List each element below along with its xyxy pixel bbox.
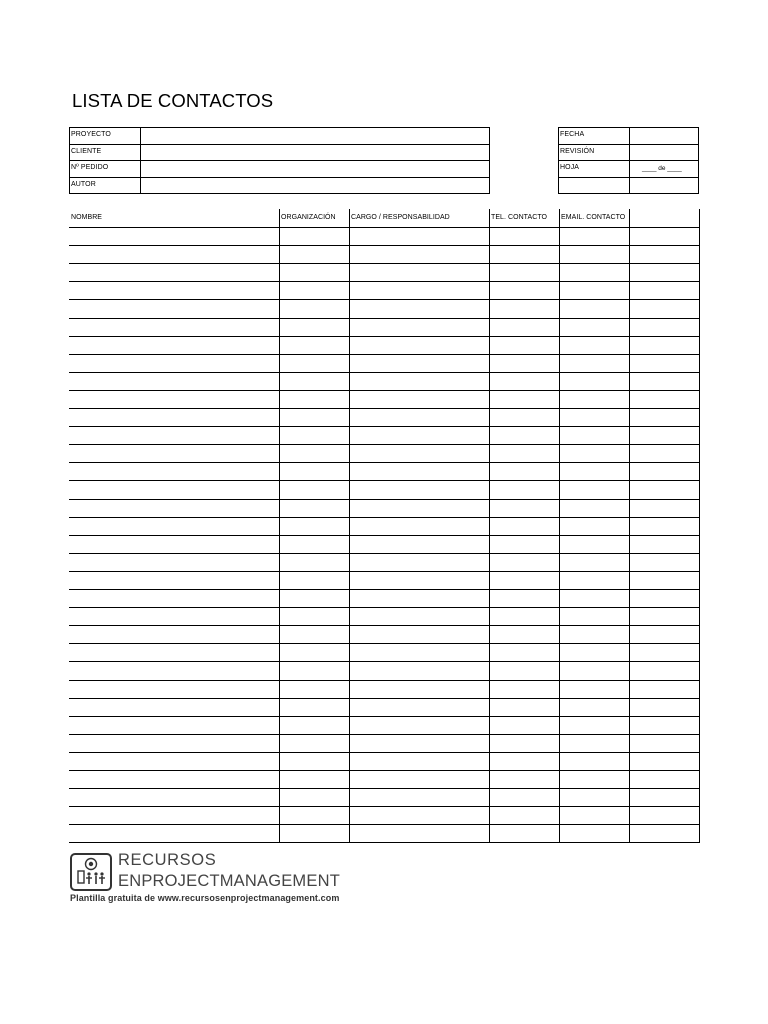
footer-note: Plantilla gratuita de www.recursosenprojectmanagement.com [70, 893, 340, 903]
table-row[interactable] [69, 770, 700, 771]
table-row[interactable] [69, 426, 700, 427]
sheet-label: HOJA [560, 164, 580, 171]
sheet-field[interactable] [629, 161, 698, 177]
table-row[interactable] [69, 661, 700, 662]
table-row[interactable] [69, 535, 700, 536]
table-row[interactable] [69, 462, 700, 463]
revision-field[interactable] [629, 145, 698, 161]
project-row [70, 128, 489, 145]
table-row[interactable] [69, 245, 700, 246]
header-telefono: TEL. CONTACTO [491, 214, 548, 221]
header-nombre: NOMBRE [71, 214, 103, 221]
table-row[interactable] [69, 318, 700, 319]
table-row[interactable] [69, 607, 700, 608]
table-row[interactable] [69, 517, 700, 518]
header-cargo: CARGO / RESPONSABILIDAD [351, 214, 450, 221]
client-label: CLIENTE [71, 147, 102, 155]
order-number-field[interactable] [140, 161, 489, 177]
client-field[interactable] [140, 145, 489, 161]
table-row[interactable] [69, 390, 700, 391]
table-row[interactable] [69, 589, 700, 590]
table-row[interactable] [69, 444, 700, 445]
table-row[interactable] [69, 788, 700, 789]
date-row [559, 128, 698, 145]
table-row[interactable] [69, 299, 700, 300]
table-row[interactable] [69, 354, 700, 355]
table-row[interactable] [69, 263, 700, 264]
column-divider [489, 209, 490, 842]
order-number-label: Nº PEDIDO [71, 164, 109, 171]
author-row [70, 178, 489, 195]
logo [70, 853, 112, 891]
table-row[interactable] [69, 643, 700, 644]
column-divider [279, 209, 280, 842]
revision-row [559, 145, 698, 162]
client-row [70, 145, 489, 162]
header-email: EMAIL. CONTACTO [561, 214, 626, 221]
date-field[interactable] [629, 128, 698, 144]
brand-line-1: RECURSOS [118, 851, 217, 869]
table-row[interactable] [69, 716, 700, 717]
table-row[interactable] [69, 734, 700, 735]
project-team-icon [72, 855, 110, 889]
table-row[interactable] [69, 625, 700, 626]
author-field[interactable] [140, 178, 489, 195]
column-divider [699, 209, 700, 842]
table-row[interactable] [69, 842, 700, 843]
table-row[interactable] [69, 571, 700, 572]
extra-row [559, 178, 698, 195]
column-divider [629, 209, 630, 842]
table-row[interactable] [69, 824, 700, 825]
header-organizacion: ORGANIZACIÓN [281, 214, 336, 221]
table-row[interactable] [69, 806, 700, 807]
order-row [70, 161, 489, 178]
table-row[interactable] [69, 680, 700, 681]
revision-label: REVISIÓN [560, 147, 595, 155]
table-row[interactable] [69, 553, 700, 554]
table-row[interactable] [69, 281, 700, 282]
page-title: LISTA DE CONTACTOS [72, 90, 274, 111]
table-row[interactable] [69, 336, 700, 337]
table-row[interactable] [69, 752, 700, 753]
extra-field[interactable] [629, 178, 698, 195]
brand-line-2: ENPROJECTMANAGEMENT [118, 872, 340, 890]
date-label: FECHA [560, 131, 585, 138]
project-label: PROYECTO [71, 131, 111, 138]
table-row[interactable] [69, 499, 700, 500]
table-row[interactable] [69, 408, 700, 409]
project-field[interactable] [140, 128, 489, 144]
table-row[interactable] [69, 372, 700, 373]
author-label: AUTOR [71, 180, 96, 188]
project-info-left [69, 127, 490, 194]
sheet-row [559, 161, 698, 178]
column-divider [349, 209, 350, 842]
table-row[interactable] [69, 480, 700, 481]
column-divider [559, 209, 560, 842]
sheet-value: ____ de ____ [642, 165, 682, 172]
table-row[interactable] [69, 698, 700, 699]
contacts-table [69, 209, 700, 842]
project-info-right [558, 127, 699, 194]
header-divider [69, 227, 700, 228]
